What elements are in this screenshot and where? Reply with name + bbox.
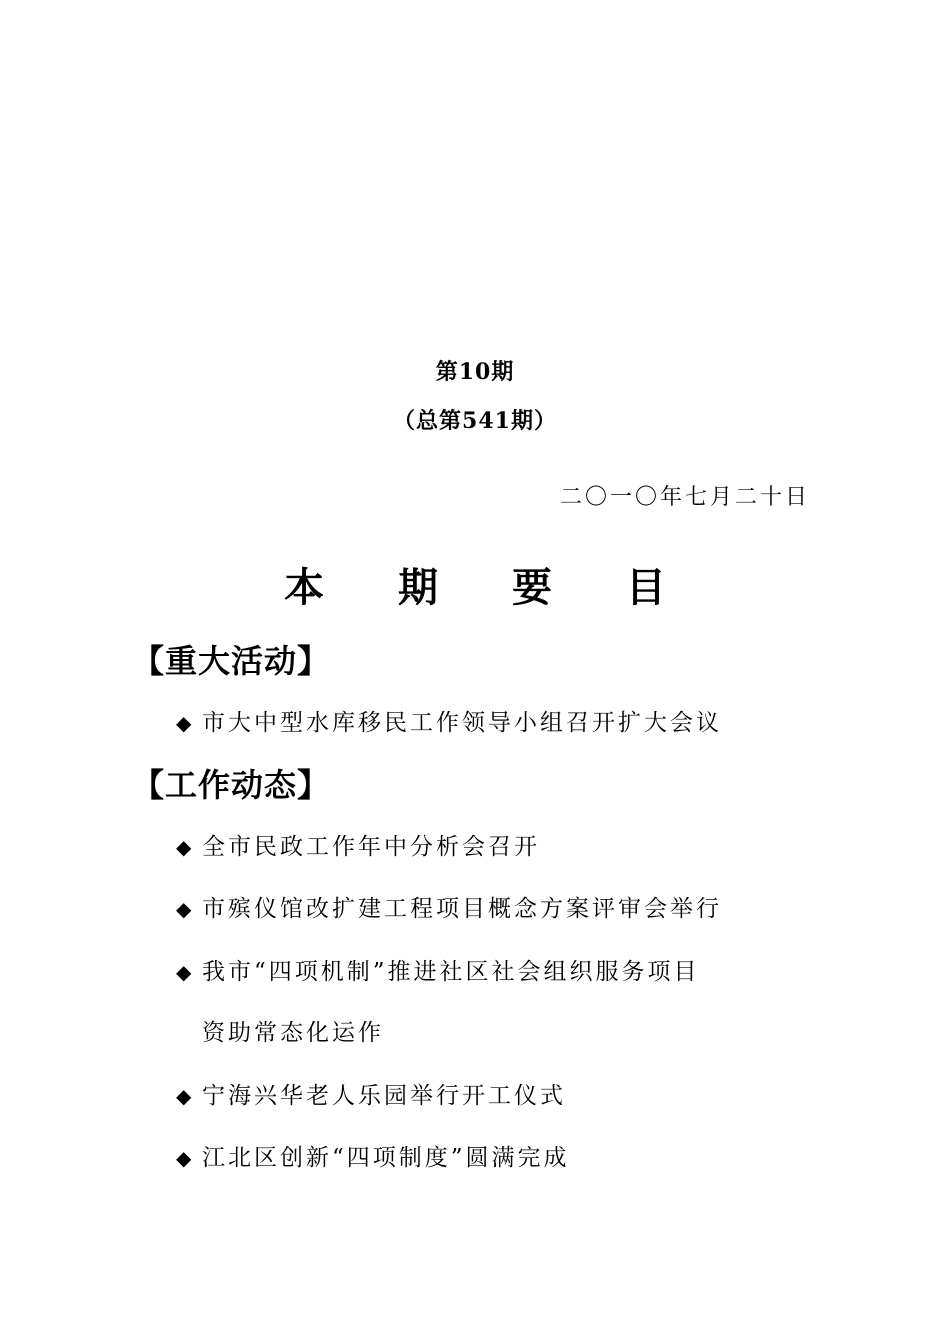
issue-date: 二〇一〇年七月二十日 [559, 485, 810, 510]
diamond-bullet-icon: ◆ [176, 1084, 195, 1108]
issue-total: （总第541期） [393, 408, 557, 434]
list-item [176, 1139, 570, 1172]
section-heading-major-activities: 【重大活动】 [132, 642, 331, 680]
list-item-continuation [202, 1014, 384, 1047]
list-item-text: 我市“四项机制”推进社区社会组织服务项目 [202, 959, 700, 985]
list-item [176, 953, 700, 986]
diamond-bullet-icon: ◆ [176, 897, 195, 921]
list-item [176, 828, 540, 861]
section-heading-work-updates: 【工作动态】 [132, 766, 331, 804]
diamond-bullet-icon: ◆ [176, 711, 195, 735]
list-item-text: 江北区创新“四项制度”圆满完成 [202, 1145, 570, 1171]
diamond-bullet-icon: ◆ [176, 835, 195, 859]
list-item [176, 704, 722, 737]
list-item-text: 市殡仪馆改扩建工程项目概念方案评审会举行 [202, 896, 722, 922]
list-item [176, 890, 722, 923]
list-item-text: 全市民政工作年中分析会召开 [202, 834, 540, 860]
diamond-bullet-icon: ◆ [176, 1146, 195, 1170]
contents-title: 本 期 要 目 [284, 564, 696, 611]
list-item [176, 1077, 566, 1110]
issue-number: 第10期 [435, 359, 515, 385]
diamond-bullet-icon: ◆ [176, 960, 195, 984]
list-item-text: 市大中型水库移民工作领导小组召开扩大会议 [202, 710, 722, 736]
list-item-text: 资助常态化运作 [202, 1020, 384, 1046]
list-item-text: 宁海兴华老人乐园举行开工仪式 [202, 1083, 566, 1109]
